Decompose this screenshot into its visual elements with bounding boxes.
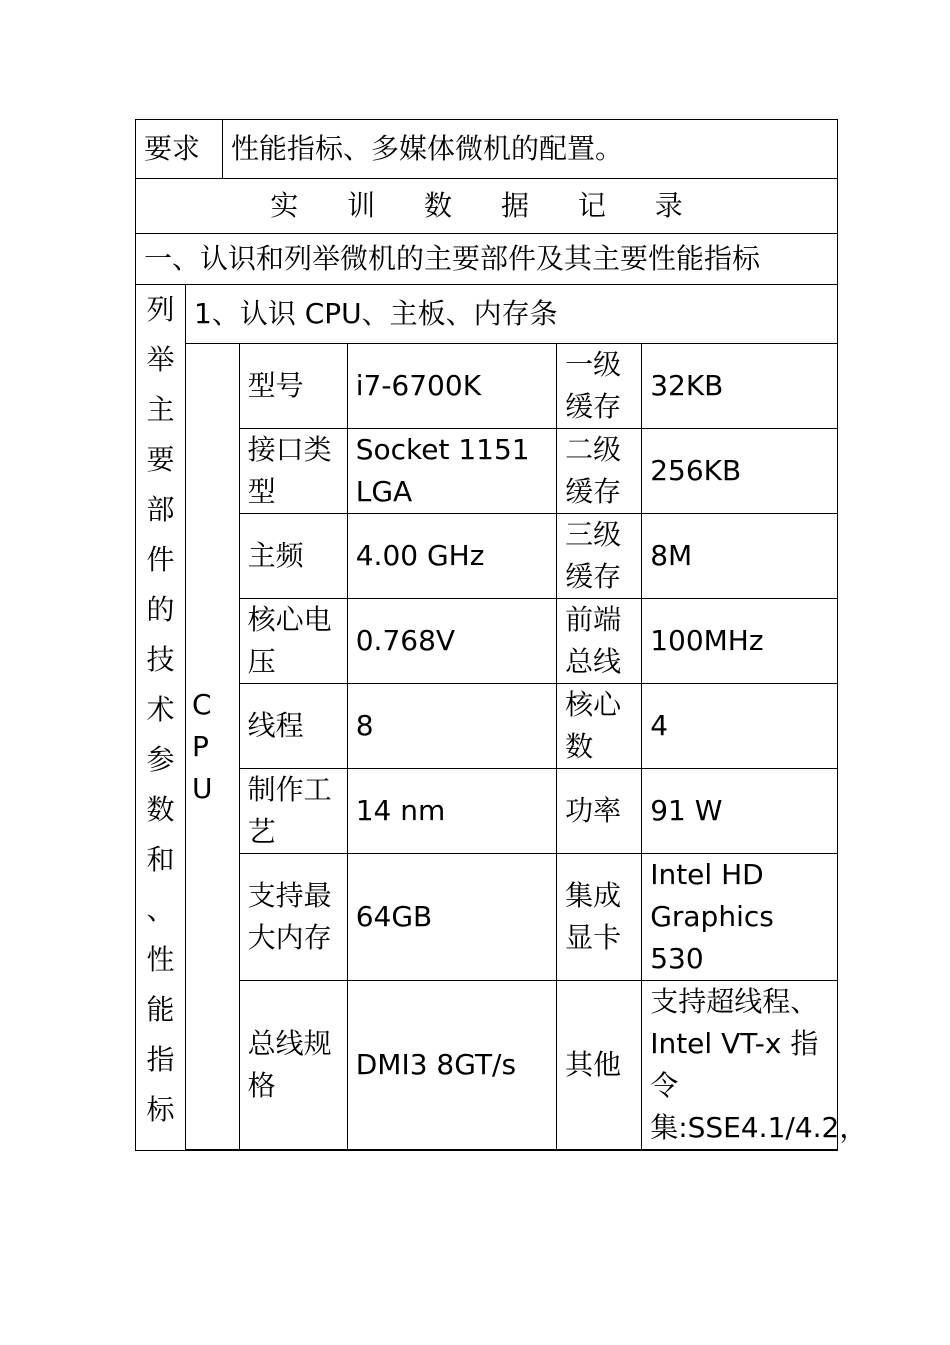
spec-value: 4.00 GHz [347,514,556,599]
spec-value: 14 nm [347,769,556,854]
spec-key: 主频 [239,514,347,599]
side-label-char: 部 [146,493,175,526]
spec-value: Socket 1151 LGA [347,429,556,514]
spec-value: 91 W [642,769,837,854]
side-label-char: 和 [146,843,175,876]
spec-document [135,119,868,1151]
spec-value: 256KB [642,429,837,514]
spec-value: 100MHz [642,599,837,684]
spec-value: 32KB [642,344,837,429]
spec-value: 4 [642,684,837,769]
spec-key: 一级缓存 [557,344,642,429]
side-label-char: 要 [146,443,175,476]
spec-key: 总线规格 [239,981,347,1150]
side-label-char: 举 [146,343,175,376]
spec-key: 制作工艺 [239,769,347,854]
sub-heading: 1、认识 CPU、主板、内存条 [186,285,838,344]
spec-key: 前端总线 [557,599,642,684]
side-label-char: 术 [146,693,175,726]
spec-value: Intel HD Graphics 530 [642,854,837,981]
spec-key: 线程 [239,684,347,769]
spec-key: 核心数 [557,684,642,769]
spec-key: 三级缓存 [557,514,642,599]
spec-key: 接口类型 [239,429,347,514]
requirement-value: 性能指标、多媒体微机的配置。 [231,132,624,165]
side-label-char: 指 [146,1043,175,1076]
side-label-char: 性 [146,943,175,976]
side-label-char: 数 [146,793,175,826]
task-heading: 一、认识和列举微机的主要部件及其主要性能指标 [136,234,838,285]
side-label-char: 能 [146,993,175,1026]
cpu-label: CPU [186,344,239,1150]
spec-value: 64GB [347,854,556,981]
side-label-char: 技 [146,643,175,676]
side-label-char: 、 [146,893,175,926]
side-label-char: 的 [146,593,175,626]
report-table [135,119,868,1151]
side-label-char: 标 [146,1093,175,1126]
spec-key: 集成显卡 [557,854,642,981]
side-label-char: 参 [146,743,175,776]
section-title: 实 训 数 据 记 录 [136,179,838,234]
spec-value: 8 [347,684,556,769]
spec-value: 8M [642,514,837,599]
spec-key: 核心电压 [239,599,347,684]
cpu-spec-table [186,344,868,1150]
requirement-label: 要求 [136,120,223,178]
spec-key: 支持最大内存 [239,854,347,981]
side-label-char: 列 [146,293,175,326]
side-label-char: 主 [146,393,175,426]
spec-value: 支持超线程、Intel VT-x 指令集:SSE4.1/4.2， [642,981,837,1150]
spec-value: 0.768V [347,599,556,684]
spec-value: i7-6700K [347,344,556,429]
side-label [136,285,186,1151]
spec-key: 其他 [557,981,642,1150]
spec-key: 功率 [557,769,642,854]
side-label-char: 件 [146,543,175,576]
spec-key: 二级缓存 [557,429,642,514]
spec-key: 型号 [239,344,347,429]
spec-value: DMI3 8GT/s [347,981,556,1150]
